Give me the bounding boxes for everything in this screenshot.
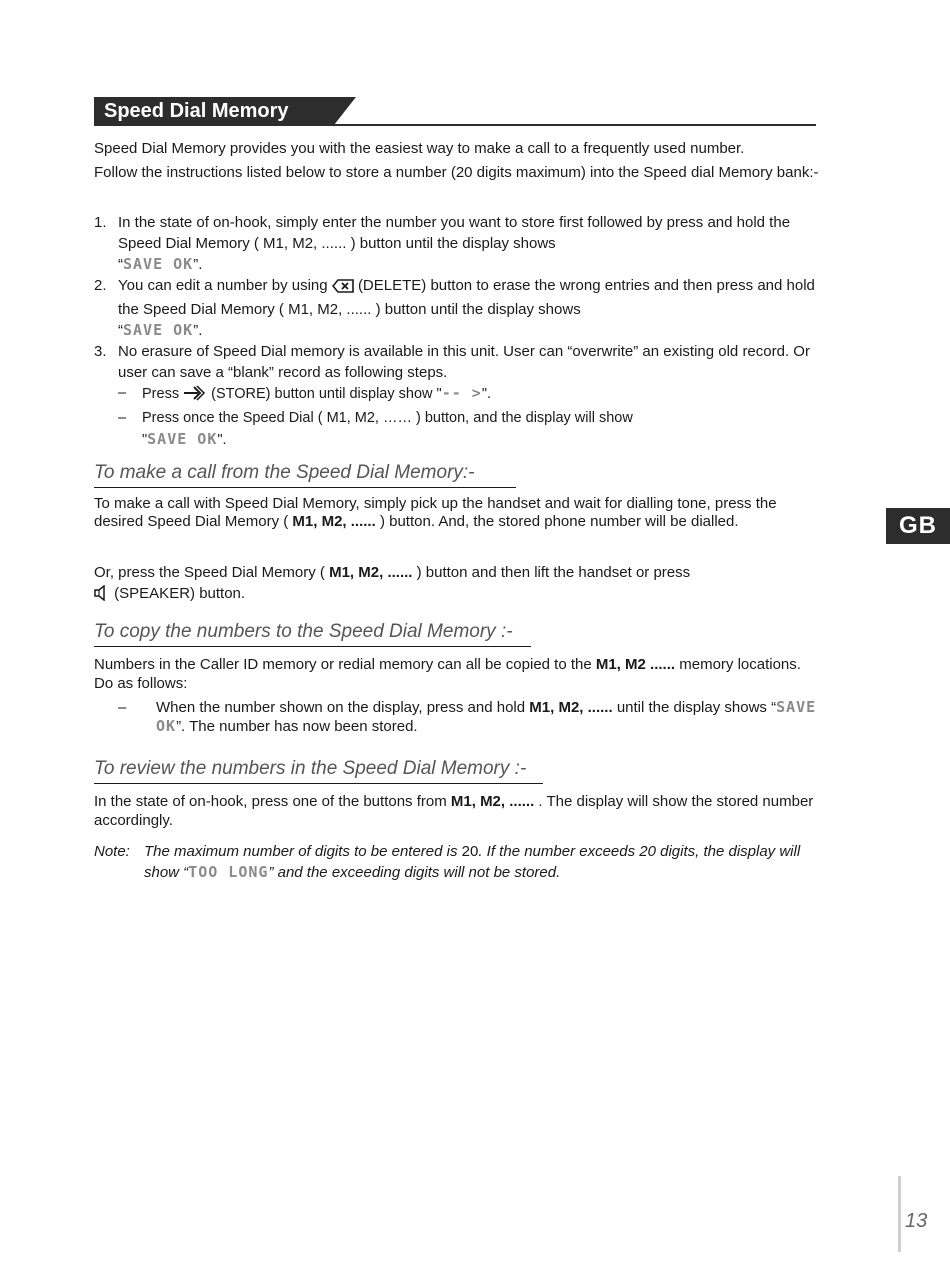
heading-review-numbers bbox=[94, 758, 526, 780]
step-2: 2. You can edit a number by using (DELETE) button to erase the wrong entries and then press and hold the Speed Dial Memory ( M1, M2, ...... ) button until the display shows “SAVE OK”. bbox=[94, 277, 815, 339]
step-text: You can edit a number by using bbox=[118, 277, 328, 294]
step-text: (DELETE) button to erase the wrong entries and then press and hold the Speed Dial Memory ( M1, M2, ...... ) button until the display shows bbox=[118, 277, 815, 318]
step-3-sub-1: – Press (STORE) button until display show "-- >". bbox=[94, 383, 819, 408]
text: The maximum number of digits to be entered is bbox=[144, 843, 458, 860]
sub-text: Press once the Speed Dial ( M1, M2, …… ) button, and the display will show bbox=[142, 410, 633, 426]
step-number: 1. bbox=[94, 214, 107, 231]
step-number: 2. bbox=[94, 277, 107, 294]
heading-copy-numbers bbox=[94, 621, 513, 643]
note-number: 20 bbox=[461, 843, 479, 860]
note bbox=[94, 841, 819, 883]
section-header-rule bbox=[94, 124, 816, 126]
step-text: No erasure of Speed Dial memory is available in this unit. User can “overwrite” an existing old record. Or user can save a “blank” record as following steps. bbox=[118, 343, 810, 381]
heading-make-call bbox=[94, 462, 475, 484]
text: . If the number exceeds 20 digits, the display will show “ bbox=[144, 843, 801, 881]
text: ) button and then lift the handset or press bbox=[416, 564, 691, 581]
review-paragraph bbox=[94, 792, 819, 830]
copy-sub-item: – When the number shown on the display, press and hold M1, M2, ...... until the display shows “SAVE OK”. The number has now been stored. bbox=[118, 698, 817, 735]
heading-underline bbox=[94, 783, 543, 785]
step-text: In the state of on-hook, simply enter the number you want to store first followed by press and hold the Speed Dial Memory ( M1, M2, ...... ) button until the display shows bbox=[118, 214, 791, 252]
bold-text: M1, M2, ...... bbox=[529, 699, 613, 716]
heading-underline bbox=[94, 646, 531, 648]
section-title: Speed Dial Memory bbox=[104, 100, 289, 122]
copy-paragraph bbox=[94, 655, 819, 693]
speaker-icon bbox=[94, 585, 110, 607]
note-label: Note: bbox=[94, 843, 130, 860]
delete-icon bbox=[332, 278, 354, 299]
text: Or, press the Speed Dial Memory ( bbox=[94, 564, 325, 581]
language-tab: GB bbox=[886, 508, 950, 544]
bold-text: M1, M2, ...... bbox=[292, 513, 376, 530]
store-arrow-icon bbox=[183, 385, 207, 408]
lcd-display-text: SAVE OK bbox=[123, 255, 194, 273]
lcd-display-text: SAVE OK bbox=[147, 430, 218, 448]
lcd-display-text: SAVE OK bbox=[123, 321, 194, 339]
step-1: 1. In the state of on-hook, simply enter the number you want to store first followed by press and hold the Speed Dial Memory ( M1, M2, ...... ) button until the display shows “SAVE OK”. bbox=[94, 214, 791, 273]
call-paragraph-1 bbox=[94, 495, 819, 531]
step-number: 3. bbox=[94, 343, 107, 360]
text: (SPEAKER) button. bbox=[114, 585, 246, 602]
page-number: 13 bbox=[905, 1210, 928, 1232]
intro-paragraph-2: Follow the instructions listed below to store a number (20 digits maximum) into the Speed dial Memory bank:- bbox=[94, 164, 819, 181]
bold-text: M1, M2 ...... bbox=[595, 656, 676, 673]
intro-paragraph-1: Speed Dial Memory provides you with the easiest way to make a call to a frequently used number. bbox=[94, 140, 745, 157]
heading-underline bbox=[94, 487, 516, 489]
text: until the display shows “ bbox=[616, 699, 777, 716]
page-number-rule bbox=[898, 1176, 901, 1252]
bold-text: M1, M2, ...... bbox=[329, 564, 413, 581]
bold-text: M1, M2, ...... bbox=[450, 793, 535, 810]
heading-text: To copy the numbers to the Speed Dial Memory :- bbox=[94, 621, 513, 642]
text: memory locations. Do as follows: bbox=[94, 656, 801, 692]
steps-list bbox=[94, 212, 819, 451]
lcd-display-text: SAVE OK bbox=[156, 698, 817, 735]
text: ) button. And, the stored phone number will be dialled. bbox=[379, 513, 739, 530]
section-header bbox=[94, 97, 816, 127]
heading-text: To make a call from the Speed Dial Memory:- bbox=[94, 462, 475, 483]
text: ”. The number has now been stored. bbox=[176, 718, 418, 735]
call-paragraph-2 bbox=[94, 562, 819, 607]
sub-text: Press bbox=[142, 386, 180, 402]
text: ” and the exceeding digits will not be stored. bbox=[268, 864, 561, 881]
text: In the state of on-hook, press one of the buttons from bbox=[94, 793, 447, 810]
text: When the number shown on the display, press and hold bbox=[156, 699, 526, 716]
text: . The display will show the stored number accordingly. bbox=[94, 793, 814, 829]
heading-text: To review the numbers in the Speed Dial Memory :- bbox=[94, 758, 527, 779]
step-3-sub-2: – Press once the Speed Dial ( M1, M2, …… ) button, and the display will show "SAVE OK". bbox=[118, 410, 633, 448]
lcd-display-text: -- > bbox=[441, 384, 482, 402]
step-3 bbox=[94, 341, 819, 383]
text: To make a call with Speed Dial Memory, simply pick up the handset and wait for dialling tone, press the desired Speed Dial Memory ( bbox=[94, 495, 777, 530]
sub-text: (STORE) button until display show " bbox=[211, 386, 442, 402]
text: Numbers in the Caller ID memory or redial memory can all be copied to the bbox=[94, 656, 592, 673]
lcd-display-text: TOO LONG bbox=[188, 863, 269, 881]
